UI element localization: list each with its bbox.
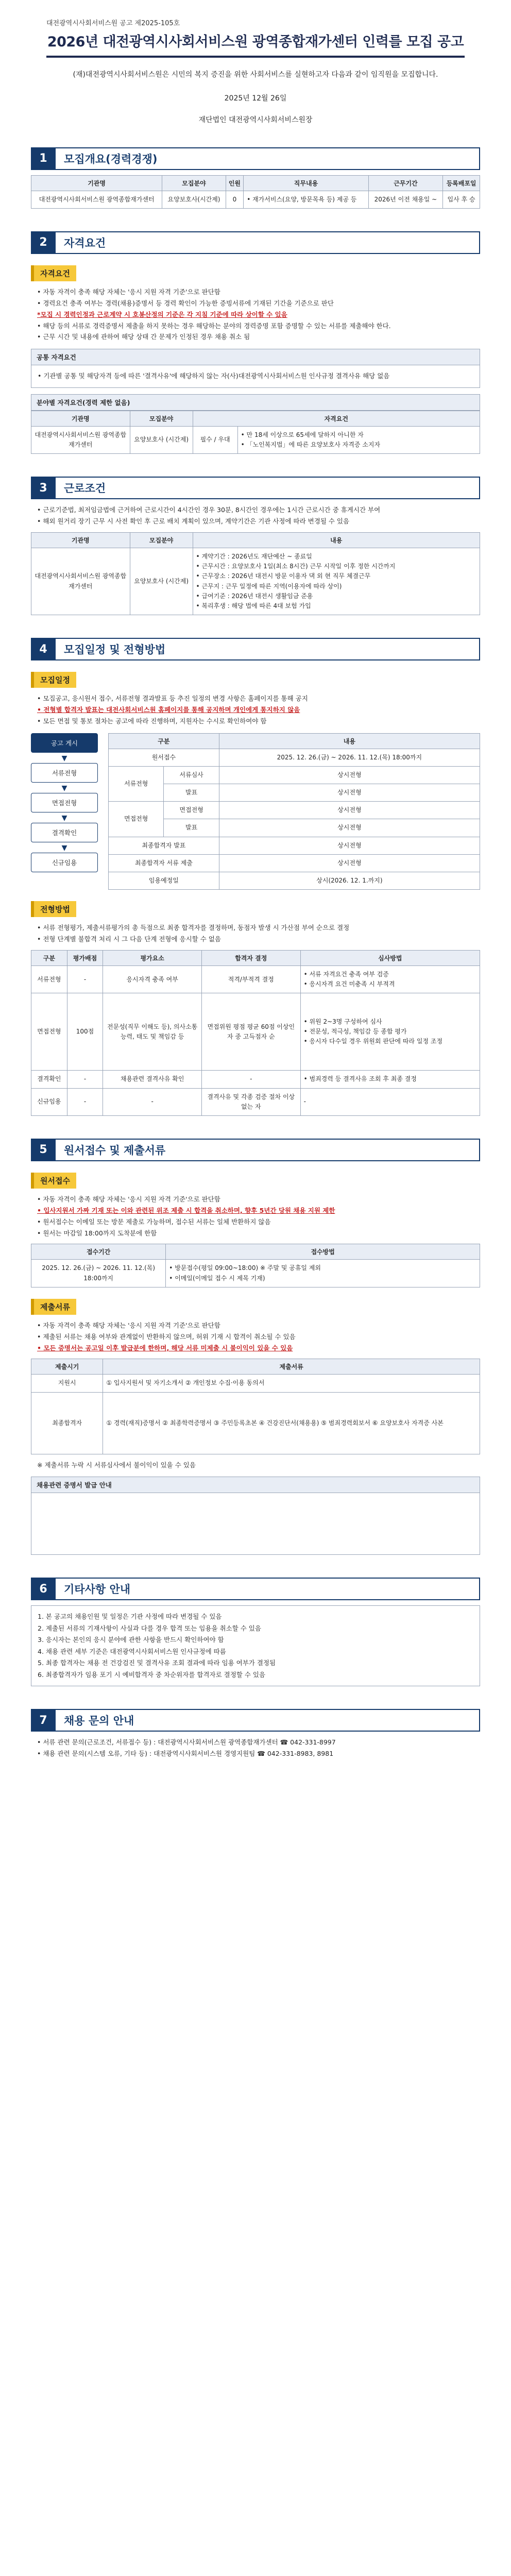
title-divider bbox=[46, 56, 465, 58]
col-header: 제출시기 bbox=[31, 1359, 103, 1375]
table-cell: 최종합격자 bbox=[31, 1392, 103, 1454]
section-number: 4 bbox=[31, 638, 56, 660]
section-3-header bbox=[31, 477, 480, 499]
table-cell: 대전광역시사회서비스원 광역종합재가센터 bbox=[31, 548, 130, 615]
table-cell: 상시(2026. 12. 1.까지) bbox=[219, 872, 480, 890]
org-name: 재단법인 대전광역시사회서비스원장 bbox=[198, 115, 313, 124]
step-box: 면접전형 bbox=[31, 793, 98, 812]
subsection-title: 자격요건 bbox=[31, 265, 76, 281]
bullet-item: • 근무 시간 및 내용에 관하여 해당 상태 간 문제가 인정된 경우 채용 취소 됨 bbox=[37, 333, 250, 341]
table-cell: 최종합격자 발표 bbox=[109, 837, 219, 854]
section-number: 6 bbox=[31, 1578, 56, 1600]
arrow-down-icon: ▼ bbox=[61, 843, 67, 852]
table-cell: 전문성(직무 이해도 등), 의사소통 능력, 태도 및 책임감 등 bbox=[103, 993, 202, 1071]
col-header: 심사방법 bbox=[300, 950, 480, 965]
table-row bbox=[109, 854, 480, 872]
bullet-item: • 해외 원거리 장기 근무 시 사전 확인 후 근로 배치 계획이 있으며, 계약기간은 기관 사정에 따라 변경될 수 있음 bbox=[37, 517, 350, 526]
highlight-note: • 모든 증명서는 공고일 이후 발급분에 한하며, 해당 서류 미제출 시 불이익이 있을 수 있음 bbox=[37, 1344, 293, 1352]
doc-number: 대전광역시사회서비스원 공고 제2025-105호 bbox=[46, 20, 180, 27]
col-header: 내용 bbox=[219, 733, 480, 749]
arrow-down-icon: ▼ bbox=[61, 814, 67, 822]
table-cell: - bbox=[67, 965, 103, 993]
method-table bbox=[31, 950, 480, 1116]
process-steps bbox=[31, 733, 98, 890]
section-number: 1 bbox=[31, 147, 56, 170]
misc-notice-box bbox=[31, 1605, 480, 1686]
table-cell: • 방문접수(평일 09:00~18:00) ※ 주말 및 공휴일 제외 • 이메일(이메일 접수 시 제목 기재) bbox=[166, 1260, 480, 1287]
table-cell: 결격확인 bbox=[31, 1071, 67, 1088]
bullet-list bbox=[37, 693, 480, 727]
table-cell: 2025. 12. 26.(금) ~ 2026. 11. 12.(목) 18:00까지 bbox=[219, 749, 480, 766]
schedule-table bbox=[108, 733, 480, 890]
table-cell: - bbox=[300, 1088, 480, 1115]
step-box: 신규임용 bbox=[31, 853, 98, 872]
col-header: 직무내용 bbox=[244, 175, 369, 191]
col-header: 근무기간 bbox=[368, 175, 442, 191]
table-cell: - bbox=[67, 1071, 103, 1088]
common-qualification-header: 공통 자격요건 bbox=[31, 349, 480, 365]
table-cell: • 만 18세 이상으로 65세에 달하지 아니한 자 • 「노인복지법」에 따른 요양보호사 자격증 소지자 bbox=[237, 426, 480, 453]
intro-text: (재)대전광역시사회서비스원은 시민의 복지 증진을 위한 사회서비스를 실현하고자 다음과 같이 임직원을 모집합니다. bbox=[73, 71, 438, 79]
table-cell: 상시전형 bbox=[219, 802, 480, 819]
table-row bbox=[109, 802, 480, 819]
notice-item: 2. 제출된 서류의 기재사항이 사실과 다를 경우 합격 또는 임용을 취소할 수 있음 bbox=[38, 1624, 261, 1632]
col-header: 모집분야 bbox=[130, 411, 193, 426]
table-cell: 상시전형 bbox=[219, 819, 480, 837]
table-cell: 지원시 bbox=[31, 1375, 103, 1392]
table-cell: 면접전형 bbox=[109, 802, 164, 837]
bullet-item: • 근로기준법, 최저임금법에 근거하여 근로시간이 4시간인 경우 30분, 8시간인 경우에는 1시간 근로시간 중 휴게시간 부여 bbox=[37, 506, 381, 514]
table-row bbox=[31, 1071, 480, 1088]
table-row bbox=[31, 1392, 480, 1454]
section-number: 7 bbox=[31, 1709, 56, 1732]
subsection-title: 전형방법 bbox=[31, 901, 76, 917]
condition-item: • 근무시간 : 요양보호사 1일(최소 8시간) 근무 시작일 이후 정한 시간까지 bbox=[196, 563, 396, 570]
col-header: 등록배포일 bbox=[443, 175, 480, 191]
recruit-overview-table bbox=[31, 175, 480, 209]
bullet-item: • 자동 자격이 충족 해당 자체는 '응시 지원 자격 기준'으로 판단함 bbox=[37, 287, 220, 296]
bullet-list bbox=[37, 922, 480, 945]
table-cell: ① 경력(재직)증명서 ② 최종학력증명서 ③ 주민등록초본 ④ 건강진단서(채용용) ⑤ 범죄경력회보서 ⑥ 요양보호사 자격증 사본 bbox=[103, 1392, 480, 1454]
table-cell: - bbox=[103, 1088, 202, 1115]
table-cell: 상시전형 bbox=[219, 784, 480, 802]
bullet-item: • 원서는 마감일 18:00까지 도착분에 한함 bbox=[37, 1229, 157, 1237]
bullet-list bbox=[37, 286, 480, 343]
table-cell: 서류심사 bbox=[164, 766, 219, 784]
table-cell: • 재가서비스(요양, 방문목욕 등) 제공 등 bbox=[244, 191, 369, 208]
table-cell: 0 bbox=[226, 191, 244, 208]
common-qualification-text: • 기관별 공통 및 해당자격 등에 따른 '결격사유'에 해당하지 않는 자(사)대전광역시사회서비스원 인사규정 결격사유 해당 없음 bbox=[31, 365, 480, 388]
bullet-list bbox=[37, 1320, 480, 1354]
condition-item: • 급여기준 : 2026년 대전시 생활임금 준용 bbox=[196, 592, 313, 600]
col-header: 제출서류 bbox=[103, 1359, 480, 1375]
col-header: 접수기간 bbox=[31, 1244, 166, 1260]
table-cell: 원서접수 bbox=[109, 749, 219, 766]
table-cell: 100점 bbox=[67, 993, 103, 1071]
section-number: 3 bbox=[31, 477, 56, 499]
condition-item: • 복리후생 : 해당 법에 따른 4대 보험 가입 bbox=[196, 602, 311, 609]
table-cell: 입사 후 승 bbox=[443, 191, 480, 208]
work-condition-table bbox=[31, 532, 480, 615]
section-2-header bbox=[31, 231, 480, 254]
table-cell: 대전광역시사회서비스원 광역종합재가센터 bbox=[31, 191, 162, 208]
col-header: 기관명 bbox=[31, 175, 162, 191]
table-cell: 신규임용 bbox=[31, 1088, 67, 1115]
section-title: 자격요건 bbox=[56, 231, 480, 254]
section-title: 채용 문의 안내 bbox=[56, 1709, 480, 1732]
arrow-down-icon: ▼ bbox=[61, 754, 67, 762]
bullet-item: • 자동 자격이 충족 해당 자체는 '응시 지원 자격 기준'으로 판단함 bbox=[37, 1195, 220, 1203]
announce-date: 2025년 12월 26일 bbox=[224, 94, 287, 103]
table-cell: 최종합격자 서류 제출 bbox=[109, 854, 219, 872]
section-7-header bbox=[31, 1709, 480, 1732]
col-header: 기관명 bbox=[31, 532, 130, 548]
schedule-flow bbox=[31, 733, 480, 890]
table-cell: - bbox=[67, 1088, 103, 1115]
section-4-header bbox=[31, 638, 480, 660]
table-cell: 적격/부적격 결정 bbox=[201, 965, 300, 993]
header bbox=[31, 0, 480, 125]
table-row bbox=[31, 426, 480, 453]
documents-table bbox=[31, 1359, 480, 1454]
bullet-item: • 전형 단계별 불합격 처리 시 그 다음 단계 전형에 응시할 수 없음 bbox=[37, 935, 221, 943]
col-header: 기관명 bbox=[31, 411, 130, 426]
step-box: 서류전형 bbox=[31, 763, 98, 783]
condition-item: • 근무지 : 근무 일정에 따른 지역(이용자에 따라 상이) bbox=[196, 582, 342, 590]
subsection-title: 원서접수 bbox=[31, 1173, 76, 1189]
contact-list bbox=[37, 1737, 480, 1759]
col-header: 내용 bbox=[193, 532, 480, 548]
col-header: 모집분야 bbox=[130, 532, 193, 548]
table-row bbox=[31, 191, 480, 208]
table-cell: 면접전형 bbox=[31, 993, 67, 1071]
section-title: 근로조건 bbox=[56, 477, 480, 499]
subsection-title: 제출서류 bbox=[31, 1299, 76, 1315]
certificate-guide-header: 채용관련 증명서 발급 안내 bbox=[31, 1477, 480, 1493]
bullet-item: • 모집공고, 응시원서 접수, 서류전형 결과발표 등 추진 일정의 변경 사항은 홈페이지를 통해 공지 bbox=[37, 694, 308, 703]
notice-item: 3. 응시자는 본인의 응시 분야에 관한 사항을 반드시 확인하여야 함 bbox=[38, 1636, 224, 1644]
section-title: 원서접수 및 제출서류 bbox=[56, 1139, 480, 1161]
bullet-list bbox=[37, 1194, 480, 1239]
notice-item: 1. 본 공고의 채용인원 및 일정은 기관 사정에 따라 변경될 수 있음 bbox=[38, 1613, 222, 1621]
page-title: 2026년 대전광역시사회서비스원 광역종합재가센터 인력를 모집 공고 bbox=[47, 34, 464, 50]
step-box: 결격확인 bbox=[31, 823, 98, 842]
col-header: 합격자 결정 bbox=[201, 950, 300, 965]
table-cell: - bbox=[201, 1071, 300, 1088]
table-cell: 응시자격 충족 여부 bbox=[103, 965, 202, 993]
contact-item: • 채용 관련 문의(시스템 오류, 기타 등) : 대전광역시사회서비스원 경영지원팀 ☎ 042-331-8983, 8981 bbox=[37, 1750, 334, 1758]
table-cell: 임용예정일 bbox=[109, 872, 219, 890]
notice-item: 6. 최종합격자가 임용 포기 시 예비합격자 중 차순위자를 합격자로 결정할 수 있음 bbox=[38, 1670, 266, 1679]
table-row bbox=[109, 872, 480, 890]
condition-item: • 근무장소 : 2026년 대전시 방문 이용자 댁 외 현 직무 체결근무 bbox=[196, 572, 371, 580]
section-number: 5 bbox=[31, 1139, 56, 1161]
bullet-item: • 자동 자격이 충족 해당 자체는 '응시 지원 자격 기준'으로 판단함 bbox=[37, 1321, 220, 1329]
table-row bbox=[109, 749, 480, 766]
section-number: 2 bbox=[31, 231, 56, 254]
section-1-header bbox=[31, 147, 480, 170]
col-header: 구분 bbox=[109, 733, 219, 749]
table-cell: 대전광역시사회서비스원 광역종합재가센터 bbox=[31, 426, 130, 453]
section-title: 모집일정 및 전형방법 bbox=[56, 638, 480, 660]
section-5-header bbox=[31, 1139, 480, 1161]
table-cell: 채용관련 결격사유 확인 bbox=[103, 1071, 202, 1088]
table-row bbox=[31, 965, 480, 993]
highlight-note: • 전형별 합격자 발표는 대전사회서비스원 홈페이지를 통해 공지하며 개인에게 통지하지 않음 bbox=[37, 705, 300, 714]
col-header: 모집분야 bbox=[162, 175, 226, 191]
step-box: 공고 게시 bbox=[31, 733, 98, 753]
table-cell: • 서류 자격요건 충족 여부 검증 • 응시자격 요건 미충족 시 부적격 bbox=[300, 965, 480, 993]
table-row bbox=[31, 1375, 480, 1392]
notice-item: 5. 최종 합격자는 채용 전 건강검진 및 결격사유 조회 결과에 따라 임용 여부가 결정됨 bbox=[38, 1659, 276, 1667]
table-cell: 서류전형 bbox=[109, 766, 164, 801]
section-title: 기타사항 안내 bbox=[56, 1578, 480, 1600]
table-cell: • 위원 2~3명 구성하여 심사 • 전문성, 적극성, 책임감 등 종합 평가 • 응시자 다수일 경우 위원회 판단에 따라 일정 조정 bbox=[300, 993, 480, 1071]
application-table bbox=[31, 1244, 480, 1287]
section-6-header bbox=[31, 1578, 480, 1600]
field-qualification-header: 분야별 자격요건(경력 제한 없음) bbox=[31, 394, 480, 411]
table-cell: 면접전형 bbox=[164, 802, 219, 819]
table-cell: 발표 bbox=[164, 819, 219, 837]
table-row bbox=[109, 784, 480, 802]
qualification-table bbox=[31, 411, 480, 454]
bullet-item: • 제출된 서류는 채용 여부와 관계없이 반환하지 않으며, 허위 기재 시 합격이 취소될 수 있음 bbox=[37, 1332, 296, 1341]
table-cell: 상시전형 bbox=[219, 837, 480, 854]
table-cell: 요양보호사(시간제) bbox=[162, 191, 226, 208]
arrow-down-icon: ▼ bbox=[61, 784, 67, 792]
col-header: 인원 bbox=[226, 175, 244, 191]
table-cell: 2025. 12. 26.(금) ~ 2026. 11. 12.(목) 18:00까지 bbox=[31, 1260, 166, 1287]
col-header: 평가배점 bbox=[67, 950, 103, 965]
table-row bbox=[109, 819, 480, 837]
col-header: 평가요소 bbox=[103, 950, 202, 965]
table-cell: 서류전형 bbox=[31, 965, 67, 993]
table-cell: 요양보호사 (시간제) bbox=[130, 548, 193, 615]
col-header: 구분 bbox=[31, 950, 67, 965]
bullet-item: • 원서접수는 이메일 또는 방문 제출로 가능하며, 접수된 서류는 일체 반환하지 않음 bbox=[37, 1217, 271, 1226]
table-row bbox=[31, 1260, 480, 1287]
table-cell: 발표 bbox=[164, 784, 219, 802]
subsection-title: 모집일정 bbox=[31, 672, 76, 688]
highlight-note: • 입사지원서 가짜 기재 또는 이와 관련된 위조 제출 시 합격을 취소하며, 향후 5년간 당원 채용 지원 제한 bbox=[37, 1206, 335, 1214]
table-cell: 면접위원 평점 평균 60점 이상인 자 중 고득점자 순 bbox=[201, 993, 300, 1071]
table-cell: ① 입사지원서 및 자기소개서 ② 개인정보 수집·이용 동의서 bbox=[103, 1375, 480, 1392]
bullet-item: • 해당 등의 서류로 경력증명서 제출을 하지 못하는 경우 해당하는 분야의 경력증명 포함 증명할 수 있는 서류를 제출해야 한다. bbox=[37, 321, 391, 330]
note: ※ 제출서류 누락 시 서류심사에서 불이익이 있을 수 있음 bbox=[37, 1461, 196, 1469]
table-cell: 결격사유 및 각종 검증 절차 이상 없는 자 bbox=[201, 1088, 300, 1115]
contact-item: • 서류 관련 문의(근로조건, 서류접수 등) : 대전광역시사회서비스원 광역종합재가센터 ☎ 042-331-8997 bbox=[37, 1738, 336, 1747]
table-row bbox=[109, 766, 480, 784]
bullet-list bbox=[37, 504, 480, 527]
table-row bbox=[109, 837, 480, 854]
table-cell: 상시전형 bbox=[219, 854, 480, 872]
table-cell: • 범죄경력 등 결격사유 조회 후 최종 결정 bbox=[300, 1071, 480, 1088]
table-row bbox=[31, 1088, 480, 1115]
bullet-item: • 경력요건 충족 여부는 경력(채용)증명서 등 경력 확인이 가능한 증빙서류에 기재된 기간을 기준으로 판단 bbox=[37, 299, 334, 307]
table-cell: 요양보호사 (시간제) bbox=[130, 426, 193, 453]
table-cell: 2026년 이전 채용일 ~ bbox=[368, 191, 442, 208]
col-header: 접수방법 bbox=[166, 1244, 480, 1260]
table-row bbox=[31, 548, 480, 615]
bullet-item: • 서류 전형평가, 제출서류평가의 총 득점으로 최종 합격자를 결정하며, 동점자 발생 시 가산점 부여 순으로 결정 bbox=[37, 924, 350, 932]
table-cell bbox=[193, 548, 480, 615]
col-header: 자격요건 bbox=[193, 411, 480, 426]
highlight-note: *모집 시 경력인정과 근로계약 시 호봉산정의 기준은 각 지침 기준에 따라 상이할 수 있음 bbox=[37, 310, 287, 318]
condition-item: • 계약기간 : 2026년도 재단예산 ~ 종료일 bbox=[196, 552, 312, 560]
section-title: 모집개요(경력경쟁) bbox=[56, 147, 480, 170]
bullet-item: • 모든 면접 및 통보 절차는 공고에 따라 진행하며, 지원자는 수시로 확인하여야 함 bbox=[37, 717, 267, 725]
table-row bbox=[31, 993, 480, 1071]
table-cell: 상시전형 bbox=[219, 766, 480, 784]
certificate-guide-box bbox=[31, 1493, 480, 1555]
table-cell: 필수 / 우대 bbox=[193, 426, 237, 453]
notice-item: 4. 채용 관련 세부 기준은 대전광역시사회서비스원 인사규정에 따름 bbox=[38, 1647, 226, 1655]
